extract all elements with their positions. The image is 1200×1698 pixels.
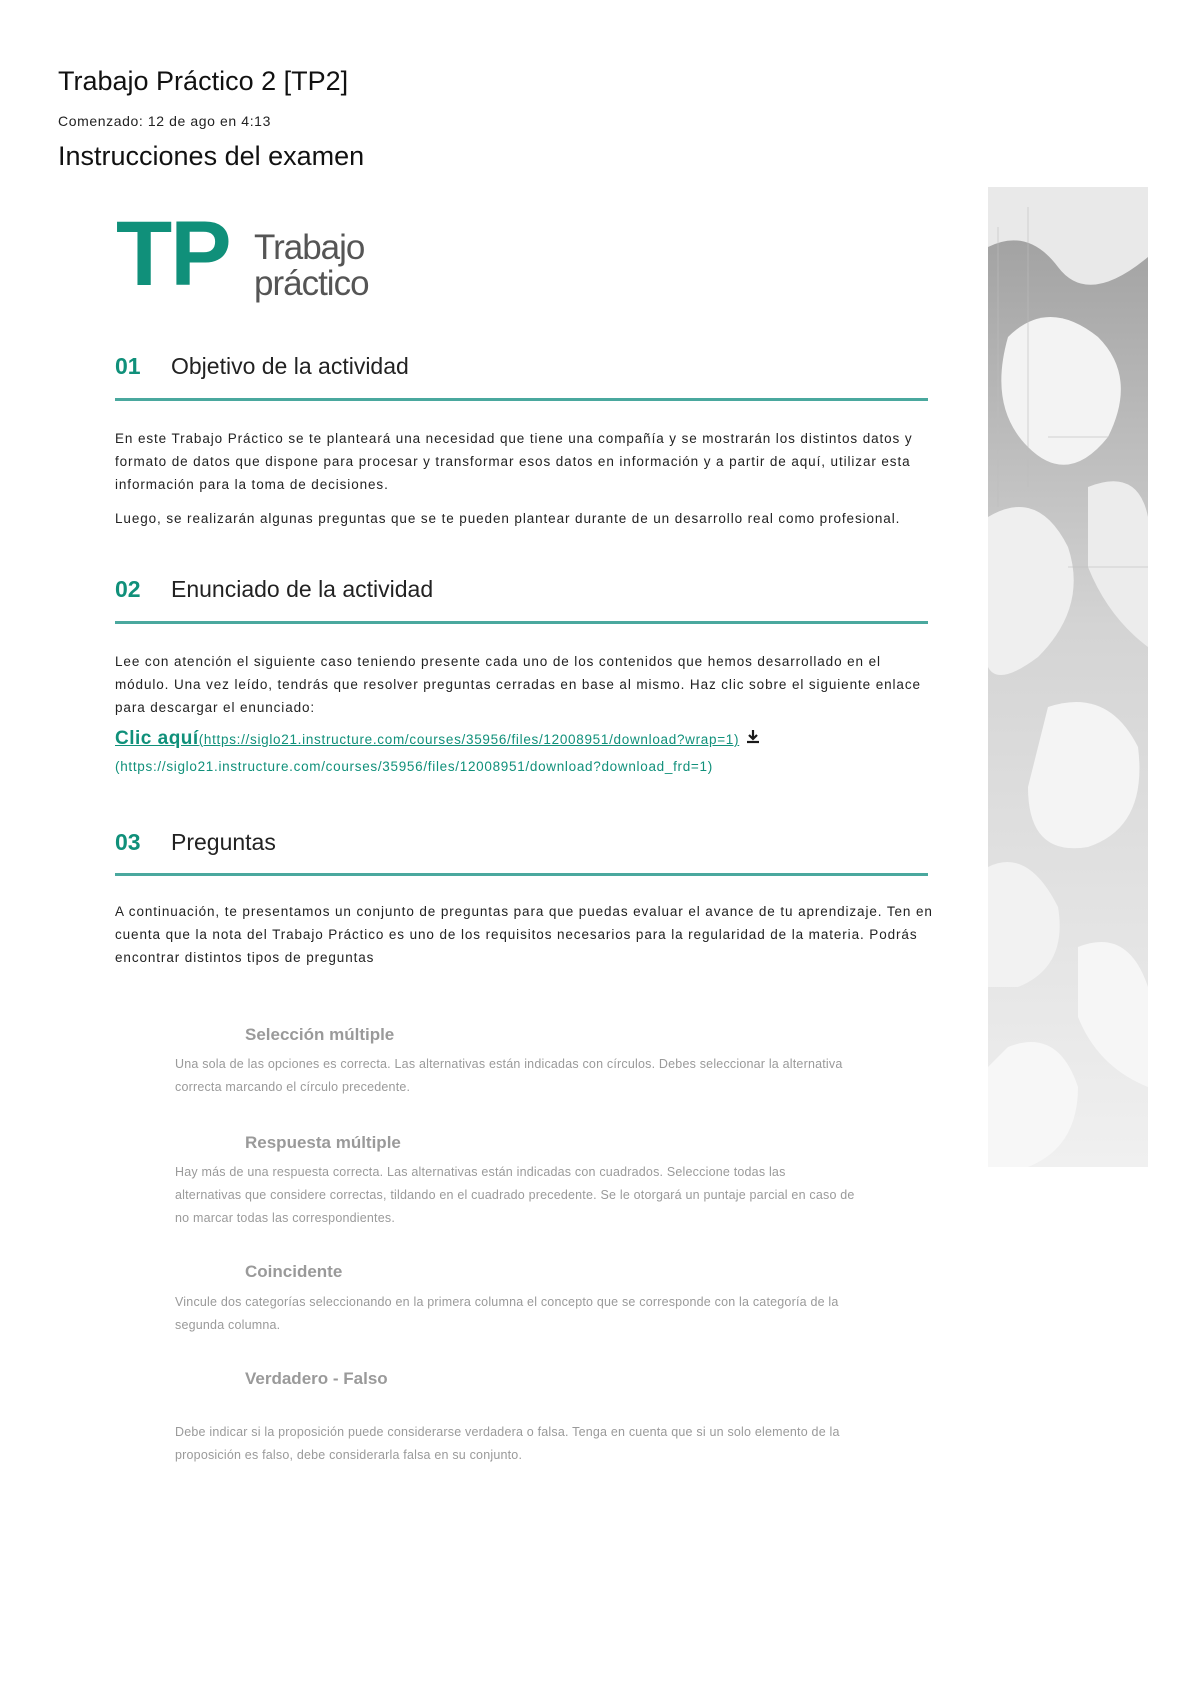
qtype-title: Selección múltiple bbox=[245, 1025, 395, 1044]
logo-line2: práctico bbox=[254, 264, 369, 303]
started-timestamp: Comenzado: 12 de ago en 4:13 bbox=[58, 113, 271, 129]
section-title: Objetivo de la actividad bbox=[171, 353, 409, 379]
section-paragraph: Lee con atención el siguiente caso teniendo presente cada uno de los contenidos que hemos desarrollado en el módulo. Una vez leído, tendrás que resolver preguntas cerradas en base al mismo. Haz clic sobre el siguiente enlace para descargar el enunciado: bbox=[115, 654, 921, 715]
qtype-description: Debe indicar si la proposición puede considerarse verdadera o falsa. Tenga en cuenta que si un solo elemento de la proposición es falso, debe considerarla falsa en su conjunto. bbox=[175, 1425, 840, 1462]
qtype-description: Vincule dos categorías seleccionando en la primera columna el concepto que se corresponde con la categoría de la segunda columna. bbox=[175, 1295, 839, 1332]
instructions-title: Instrucciones del examen bbox=[58, 141, 365, 171]
section-heading-objetivo bbox=[115, 353, 409, 380]
logo-line1: Trabajo bbox=[254, 228, 365, 267]
download-url-secondary[interactable]: (https://siglo21.instructure.com/courses/35956/files/12008951/download?download_frd=1) bbox=[115, 759, 713, 774]
download-link[interactable]: Clic aquí bbox=[115, 728, 199, 749]
section-number: 01 bbox=[115, 353, 141, 379]
section-paragraph: A continuación, te presentamos un conjunto de preguntas para que puedas evaluar el avance de tu aprendizaje. Ten en cuenta que la nota del Trabajo Práctico es uno de los requisitos necesarios para la regularidad de la materia. Podrás encontrar distintos tipos de preguntas bbox=[115, 904, 933, 965]
section-number: 03 bbox=[115, 829, 141, 855]
download-url[interactable]: (https://siglo21.instructure.com/courses/35956/files/12008951/download?wrap=1) bbox=[198, 732, 740, 747]
page-title: Trabajo Práctico 2 [TP2] bbox=[58, 66, 349, 96]
section-paragraph: Luego, se realizarán algunas preguntas que se te pueden plantear durante de un desarrollo real como profesional. bbox=[115, 511, 901, 526]
section-divider bbox=[115, 621, 928, 624]
logo-text bbox=[254, 230, 369, 302]
section-heading-enunciado bbox=[115, 576, 433, 603]
qtype-title: Respuesta múltiple bbox=[245, 1133, 401, 1152]
section-title: Enunciado de la actividad bbox=[171, 576, 434, 602]
download-icon[interactable] bbox=[745, 729, 761, 750]
qtype-description: Hay más de una respuesta correcta. Las alternativas están indicadas con cuadrados. Seleccione todas las alternativas que considere correctas, tildando en el cuadrado precedente. Se le otorgará un puntaje parcial en caso de no marcar todas las correspondientes. bbox=[175, 1165, 855, 1225]
section-heading-preguntas bbox=[115, 829, 276, 856]
download-link-row bbox=[115, 728, 761, 750]
qtype-description: Una sola de las opciones es correcta. Las alternativas están indicadas con círculos. Debes seleccionar la alternativa correcta marcando el círculo precedente. bbox=[175, 1057, 843, 1094]
section-title: Preguntas bbox=[171, 829, 276, 855]
qtype-title: Coincidente bbox=[245, 1262, 343, 1281]
side-decorative-image bbox=[988, 187, 1148, 1167]
logo-mark: TP bbox=[116, 203, 230, 305]
section-divider bbox=[115, 398, 928, 401]
section-divider bbox=[115, 873, 928, 876]
section-paragraph: En este Trabajo Práctico se te planteará una necesidad que tiene una compañía y se mostrarán los distintos datos y formato de datos que dispone para procesar y transformar esos datos en información y a partir de aquí, utilizar esta información para la toma de decisiones. bbox=[115, 431, 913, 492]
section-number: 02 bbox=[115, 576, 141, 602]
qtype-title: Verdadero - Falso bbox=[245, 1369, 388, 1388]
